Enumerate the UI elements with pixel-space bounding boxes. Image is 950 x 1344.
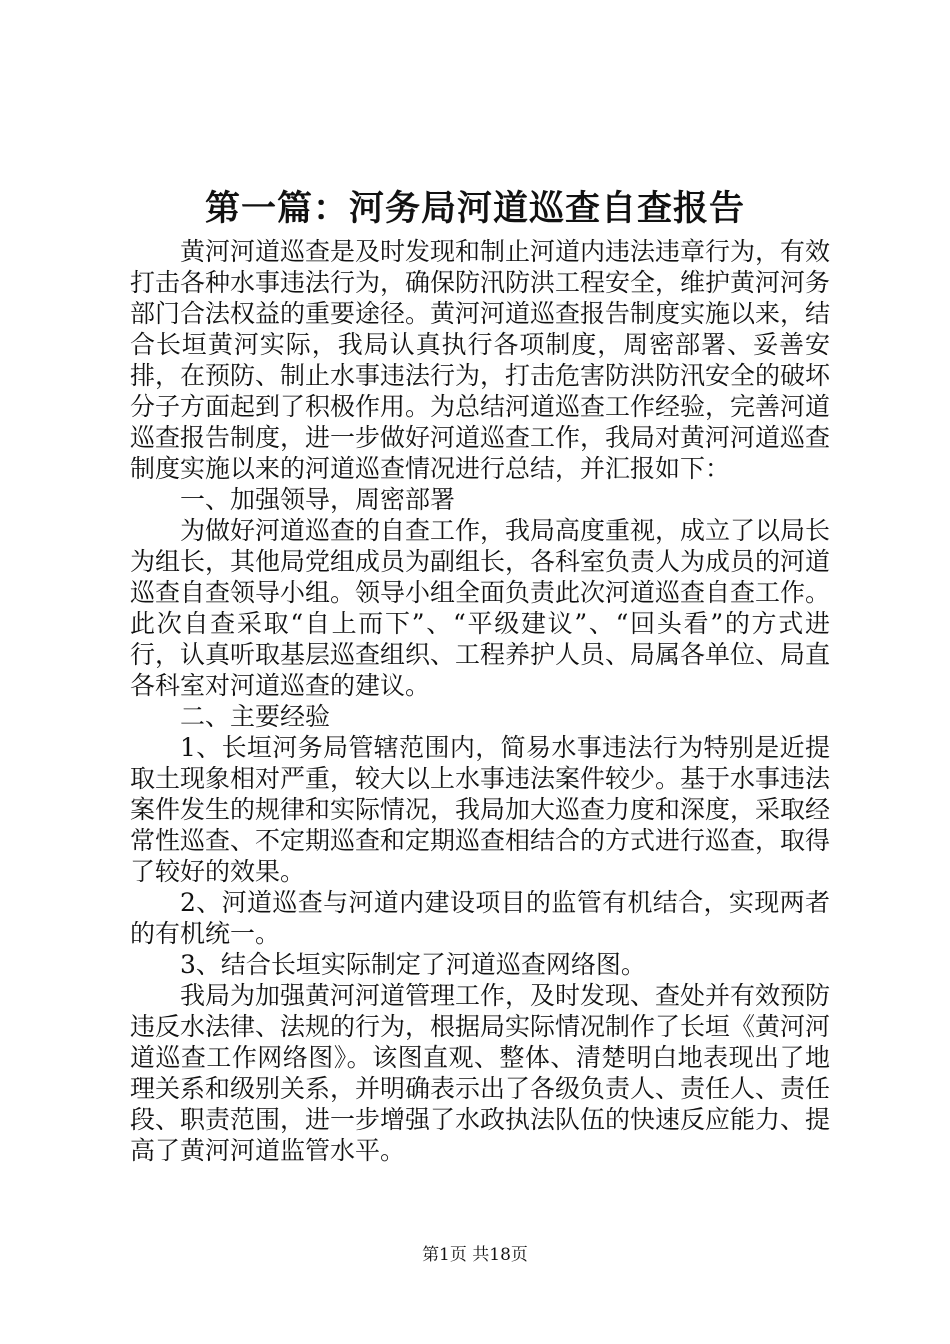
paragraph-intro: 黄河河道巡查是及时发现和制止河道内违法违章行为，有效打击各种水事违法行为，确保防汛防洪工程安全，维护黄河河务部门合法权益的重要途径。黄河河道巡查报告制度实施以来，结合长垣黄河实际，我局认真执行各项制度，周密部署、妥善安排，在预防、制止水事违法行为，打击危害防洪防汛安全的破坏分子方面起到了积极作用。为总结河道巡查工作经验，完善河道巡查报告制度，进一步做好河道巡查工作，我局对黄河河道巡查制度实施以来的河道巡查情况进行总结，并汇报如下： xyxy=(130,237,831,483)
section-heading-2: 二、主要经验 xyxy=(180,702,331,731)
paragraph-experience-2: 2、河道巡查与河道内建设项目的监管有机结合，实现两者的有机统一。 xyxy=(130,888,830,948)
document-body xyxy=(130,236,830,1166)
paragraph-network-map: 我局为加强黄河河道管理工作，及时发现、查处并有效预防违反水法律、法规的行为，根据局实际情况制作了长垣《黄河河道巡查工作网络图》。该图直观、整体、清楚明白地表现出了地理关系和级别关系，并明确表示出了各级负责人、责任人、责任段、职责范围，进一步增强了水政执法队伍的快速反应能力、提高了黄河河道监管水平。 xyxy=(130,981,831,1165)
document-title: 第一篇：河务局河道巡查自查报告 xyxy=(204,188,745,229)
paragraph-section-1: 为做好河道巡查的自查工作，我局高度重视，成立了以局长为组长，其他局党组成员为副组长，各科室负责人为成员的河道巡查自查领导小组。领导小组全面负责此次河道巡查自查工作。此次自查采取“自上而下”、“平级建议”、“回头看”的方式进行，认真听取基层巡查组织、工程养护人员、局属各单位、局直各科室对河道巡查的建议。 xyxy=(130,516,831,700)
paragraph-experience-1: 1、长垣河务局管辖范围内，简易水事违法行为特别是近提取土现象相对严重，较大以上水事违法案件较少。基于水事违法案件发生的规律和实际情况，我局加大巡查力度和深度，采取经常性巡查、不定期巡查和定期巡查相结合的方式进行巡查，取得了较好的效果。 xyxy=(130,733,831,886)
paragraph-experience-3: 3、结合长垣实际制定了河道巡查网络图。 xyxy=(180,950,646,979)
section-heading-1: 一、加强领导，周密部署 xyxy=(180,485,456,514)
page-number-footer: 第1页 共18页 xyxy=(422,1245,528,1265)
